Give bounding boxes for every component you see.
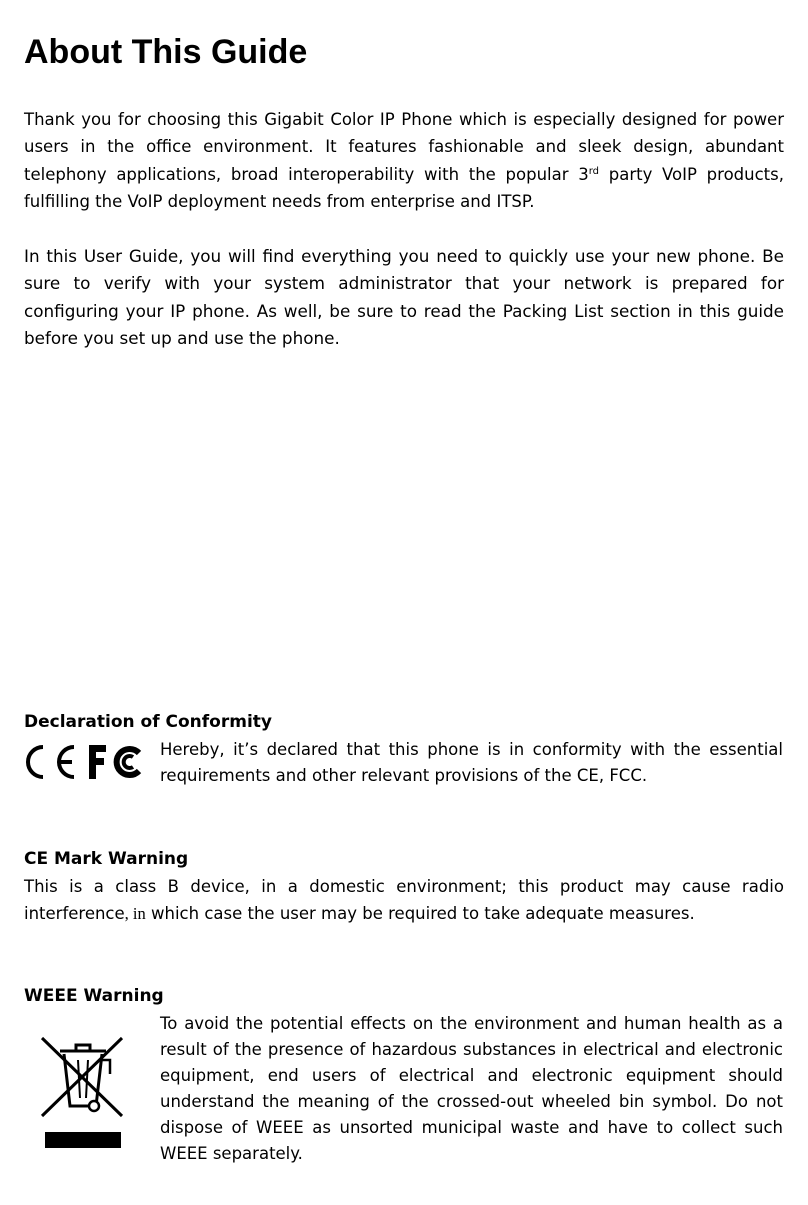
weee-heading: WEEE Warning xyxy=(24,986,164,1006)
intro-text-1a: Thank you for choosing this Gigabit Color IP Phone which is especially designed for power users in the office environment. It features fashionable and sleek design, abundant telephony applications, broad interoperability with the popular 3 xyxy=(24,110,784,184)
ce-warning-text xyxy=(24,873,784,927)
crossed-out-bin-icon xyxy=(38,1034,126,1152)
conformity-heading: Declaration of Conformity xyxy=(24,712,272,732)
ce-fcc-logo-icon xyxy=(24,741,142,785)
weee-text: To avoid the potential effects on the environment and human health as a result of the presence of hazardous substances in electrical and electronic equipment, end users of electrical and electronic equipment should understand the meaning of the crossed-out wheeled bin symbol. Do not dispose of WEEE as unsorted municipal waste and have to collect such WEEE separately. xyxy=(160,1014,783,1163)
ce-warning-text-a: This is a class B device, in a domestic environment; this product may cause radio interference xyxy=(24,877,784,923)
intro-text-1b: party VoIP products, fulfilling the VoIP deployment needs from enterprise and ITSP. xyxy=(24,164,784,211)
intro-paragraph-1 xyxy=(24,106,784,215)
ce-warning-text-b: which case the user may be required to take adequate measures. xyxy=(145,904,695,923)
page-title: About This Guide xyxy=(24,33,308,71)
ce-warning-heading: CE Mark Warning xyxy=(24,849,189,869)
conformity-text: Hereby, it’s declared that this phone is in conformity with the essential requirements and other relevant provisions of the CE, FCC. xyxy=(160,740,783,786)
ordinal-suffix: rd xyxy=(588,165,600,177)
intro-paragraph-2: In this User Guide, you will find everything you need to quickly use your new phone. Be sure to verify with your system administrator that your network is prepared for configuring your IP phone. As well, be sure to read the Packing List section in this guide before you set up and use the phone. xyxy=(24,246,784,348)
ce-warning-text-serif: , in xyxy=(124,904,146,923)
